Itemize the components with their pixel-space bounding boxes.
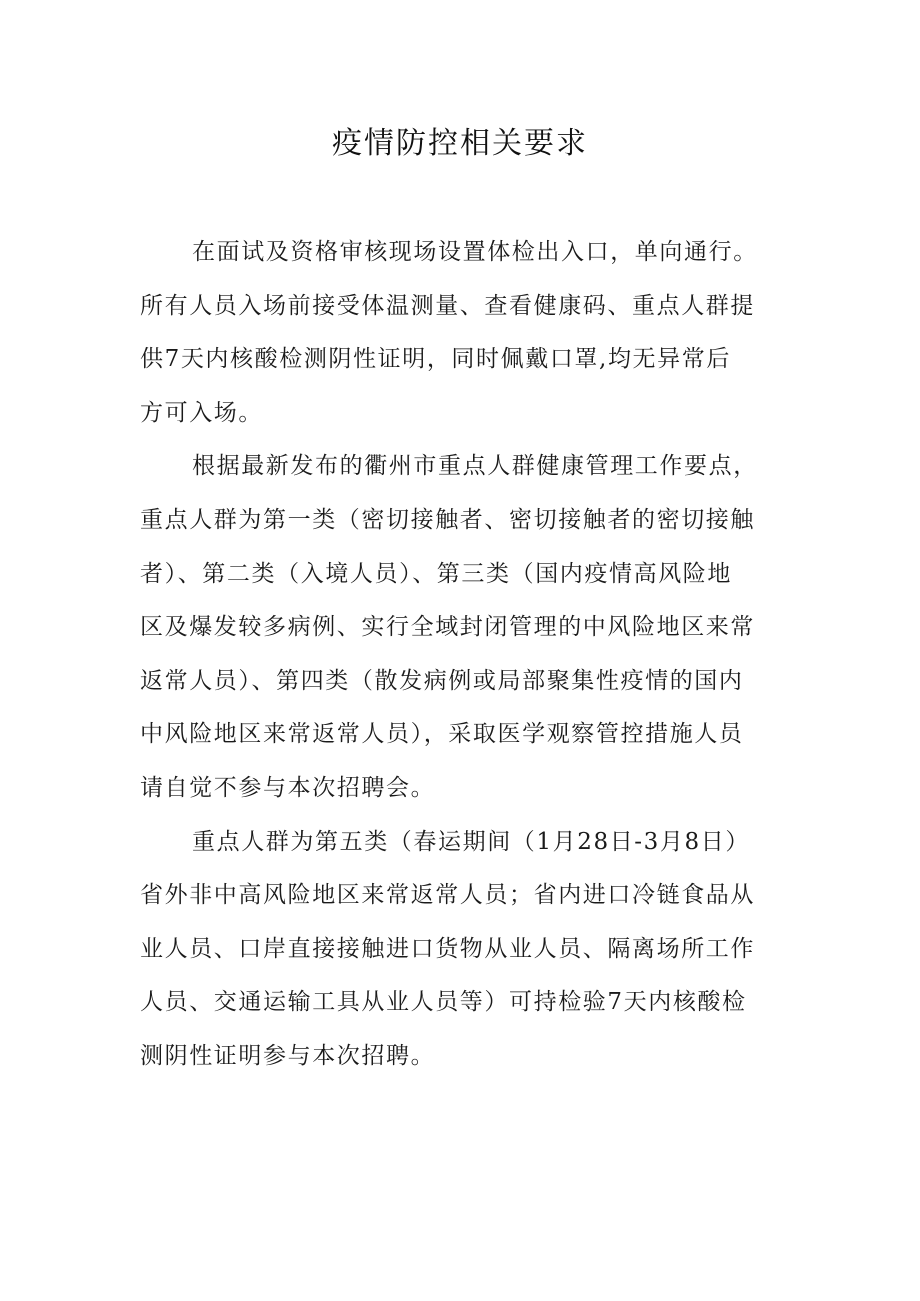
paragraph-key-groups xyxy=(140,440,800,815)
paragraph-line: 请自觉不参与本次招聘会。 xyxy=(140,774,436,801)
paragraph-line: 省外非中高风险地区来常返常人员；省内进口冷链食品从 xyxy=(140,882,755,909)
paragraph-line: 者）、第二类（入境人员）、第三类（国内疫情高风险地 xyxy=(140,560,732,587)
paragraph-line: 区及爆发较多病例、实行全域封闭管理的中风险地区来常 xyxy=(140,614,755,641)
paragraph-line: 中风险地区来常返常人员），采取医学观察管控措施人员 xyxy=(140,721,744,748)
paragraph-line: 方可入场。 xyxy=(140,399,263,426)
paragraph-line: 供7天内核酸检测阴性证明，同时佩戴口罩,均无异常后 xyxy=(140,346,731,373)
paragraph-line: 根据最新发布的衢州市重点人群健康管理工作要点， xyxy=(192,453,758,480)
paragraph-line: 重点人群为第一类（密切接触者、密切接触者的密切接触 xyxy=(140,506,755,533)
paragraph-line: 在面试及资格审核现场设置体检出入口，单向通行。 xyxy=(192,239,758,265)
document-title: 疫情防控相关要求 xyxy=(332,126,588,161)
paragraph-line: 返常人员）、第四类（散发病例或局部聚集性疫情的国内 xyxy=(140,667,744,694)
paragraph-fifth-category xyxy=(140,816,800,1084)
paragraph-line: 业人员、口岸直接接触进口货物从业人员、隔离场所工作 xyxy=(140,935,755,962)
paragraph-line: 重点人群为第五类（春运期间（1月28日-3月8日） xyxy=(192,828,750,855)
paragraph-line: 所有人员入场前接受体温测量、查看健康码、重点人群提 xyxy=(140,292,755,319)
paragraph-line: 测阴性证明参与本次招聘。 xyxy=(140,1042,436,1069)
document-body xyxy=(140,226,800,1084)
paragraph-entry-requirements xyxy=(140,226,800,440)
paragraph-line: 人员、交通运输工具从业人员等）可持检验7天内核酸检 xyxy=(140,989,747,1016)
